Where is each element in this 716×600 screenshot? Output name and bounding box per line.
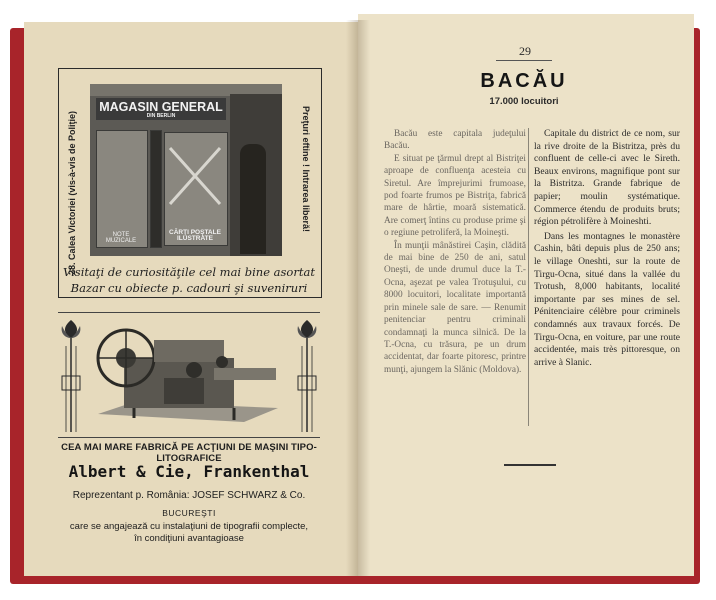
page-title: BACĂU	[480, 70, 568, 92]
romanian-paragraph: În munţii mânăstirei Caşin, clădită de mai bine de 250 de ani, satul Oneşti, de unde drumul duce la T.-Ocna, aşezat pe valea Trotuşului, cu 8000 locuitori, localitate importantă prin minele sale de sare. — Renumit penitenciar pentru criminali condamnaţi la munca silnică. De la T.-Ocna, cu trăsura, pe un drum accidentat, dar foarte pitoresc, printre munţi, ajungem la Slănic (Moldova).	[384, 240, 526, 375]
population-line: 17.000 locuitori	[489, 96, 559, 107]
french-paragraph: Dans les montagnes le monastère Cashin, bâti depuis plus de 250 ans; le village Oneshti, sur la route de Tirgu-Ocna, situé dans la vallée du Trotush, 8,000 habitants, localité importante par ses mines de sel. Pénitenciaire célèbre pour criminels condamnés aux travaux forcés. De Tirgu-Ocna, en voiture, par une route accidentée, mais très pittoresque, on arrive à Slanic.	[534, 230, 680, 368]
column-divider	[528, 128, 529, 426]
window-display-cross	[168, 146, 222, 206]
page-number: 29	[519, 44, 531, 58]
romanian-paragraph: E situat pe ţărmul drept al Bistriţei aproape de confluenţa acesteia cu Siretul. Are împrejurimi frumoase, pod foarte frumos pe Bistriţa, fabrică mare de hârtie, moară sistematică. Are comerţ întins cu produse prime şi o regiune petroliferă, la Moineşti.	[384, 153, 526, 239]
address-vertical-text: 28. Calea Victoriei (vis-à-vis de Poliţie)	[67, 111, 77, 275]
prices-vertical-text: Preţuri eftine ! Intrarea liberă!	[301, 105, 311, 233]
shop-slogan	[62, 264, 316, 296]
romanian-paragraph: Bacău este capitala judeţului Bacău.	[384, 129, 526, 152]
printing-press-illustration	[94, 318, 280, 430]
romanian-column	[384, 128, 526, 376]
shop-window-left	[96, 130, 148, 248]
engagement-line1: care se angajează cu instalaţiuni de tipografii complecte,	[69, 521, 309, 532]
shop-slogan-line1: Visitaţi de curiosităţile cel mai bine asortat	[63, 265, 315, 279]
window-label-music: NOTE MUZICALE	[105, 232, 137, 244]
book-gutter	[346, 20, 370, 576]
window-label-postcards: CĂRŢI POŞTALE ILUSTRATE	[169, 229, 221, 242]
city-line: BUCUREŞTI	[162, 508, 216, 518]
shop-sign-text: MAGASIN GENERAL	[99, 100, 223, 114]
engagement-line2: în condiţiuni avantagioase	[134, 533, 244, 544]
shop-sign-subtext: DIN BERLIN	[146, 113, 176, 119]
french-column	[534, 128, 680, 369]
shop-slogan-line2: Bazar cu obiecte p. cadouri şi suveniruri	[70, 281, 308, 295]
page-number-rule	[496, 60, 552, 61]
representative-line: Reprezentant p. România: JOSEF SCHWARZ & Co.	[72, 490, 306, 501]
firm-name: Albert & Cie, Frankenthal	[68, 462, 310, 481]
french-paragraph: Capitale du district de ce nom, sur la rive droite de la Bistritza, près du confluent de celle-ci avec le Sireth. Beaux environs, magnifique pont sur la Bistritza. Grande fabrique de papier; moulin systématique. Commerce étendu de produits bruts; région pétrolifère à Moineshti.	[534, 128, 680, 228]
section-end-rule	[504, 464, 556, 466]
factory-heading: CEA MAI MARE FABRICĂ PE ACŢIUNI DE MAŞINI TIPO-LITOGRAFICE	[61, 442, 317, 464]
shop-door	[150, 130, 162, 248]
engagement-text	[40, 521, 338, 545]
shop-sign	[96, 98, 226, 120]
